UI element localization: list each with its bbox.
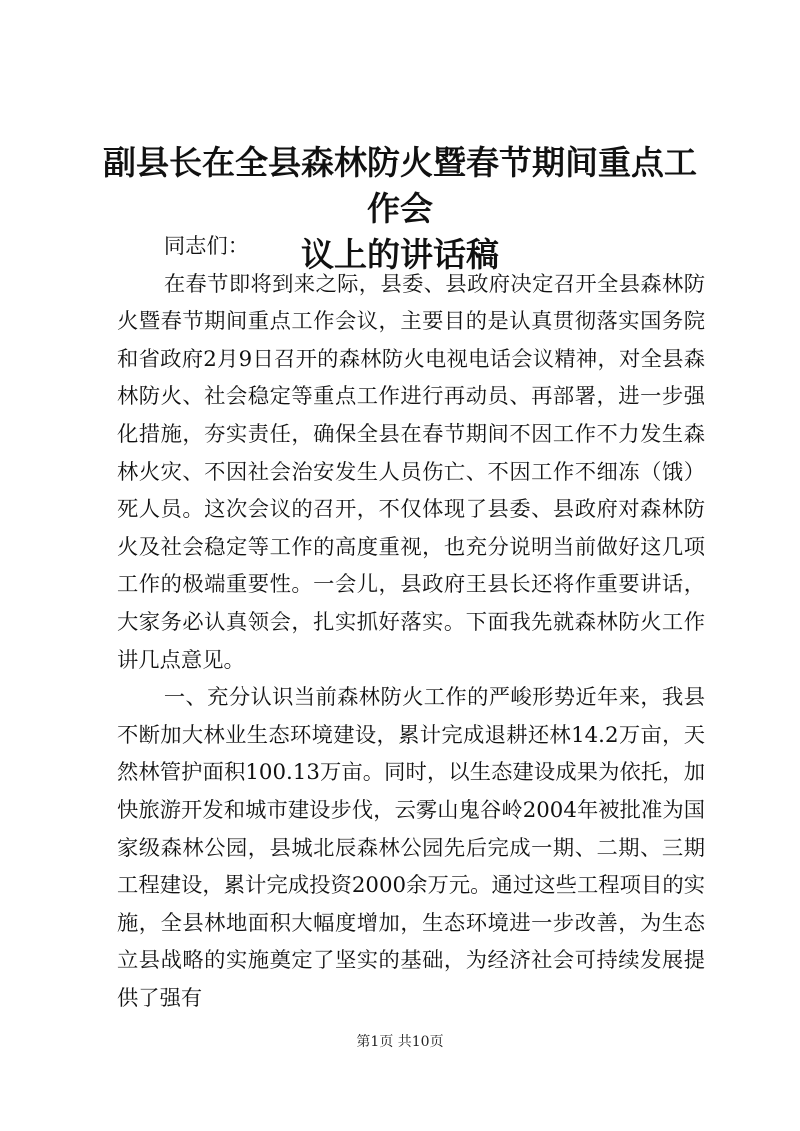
paragraph-2: 一、充分认识当前森林防火工作的严峻形势近年来，我县不断加大林业生态环境建设，累计完成退耕还林14.2万亩，天然林管护面积100.13万亩。同时，以生态建设成果为依托，加快旅游开发和城市建设步伐，云雾山鬼谷岭2004年被批准为国家级森林公园，县城北辰森林公园先后完成一期、二期、三期工程建设，累计完成投资2000余万元。通过这些工程项目的实施，全县林地面积大幅度增加，生态环境进一步改善，为生态立县战略的实施奠定了坚实的基础，为经济社会可持续发展提供了强有 [117, 685, 705, 1011]
paragraph-1: 在春节即将到来之际，县委、县政府决定召开全县森林防火暨春节期间重点工作会议，主要目的是认真贯彻落实国务院和省政府2月9日召开的森林防火电视电话会议精神，对全县森林防火、社会稳定等重点工作进行再动员、再部署，进一步强化措施，夯实责任，确保全县在春节期间不因工作不力发生森林火灾、不因社会治安发生人员伤亡、不因工作不细冻（饿）死人员。这次会议的召开，不仅体现了县委、县政府对森林防火及社会稳定等工作的高度重视，也充分说明当前做好这几项工作的极端重要性。一会儿，县政府王县长还将作重要讲话，大家务必认真领会，扎实抓好落实。下面我先就森林防火工作讲几点意见。 [117, 271, 705, 673]
page-number-footer: 第1页 共10页 [356, 1034, 444, 1050]
title-line-2: 议上的讲话稿 [301, 235, 499, 274]
document-body [117, 228, 705, 1017]
greeting: 同志们： [163, 234, 250, 259]
title-line-1: 副县长在全县森林防火暨春节期间重点工作会 [103, 143, 697, 228]
